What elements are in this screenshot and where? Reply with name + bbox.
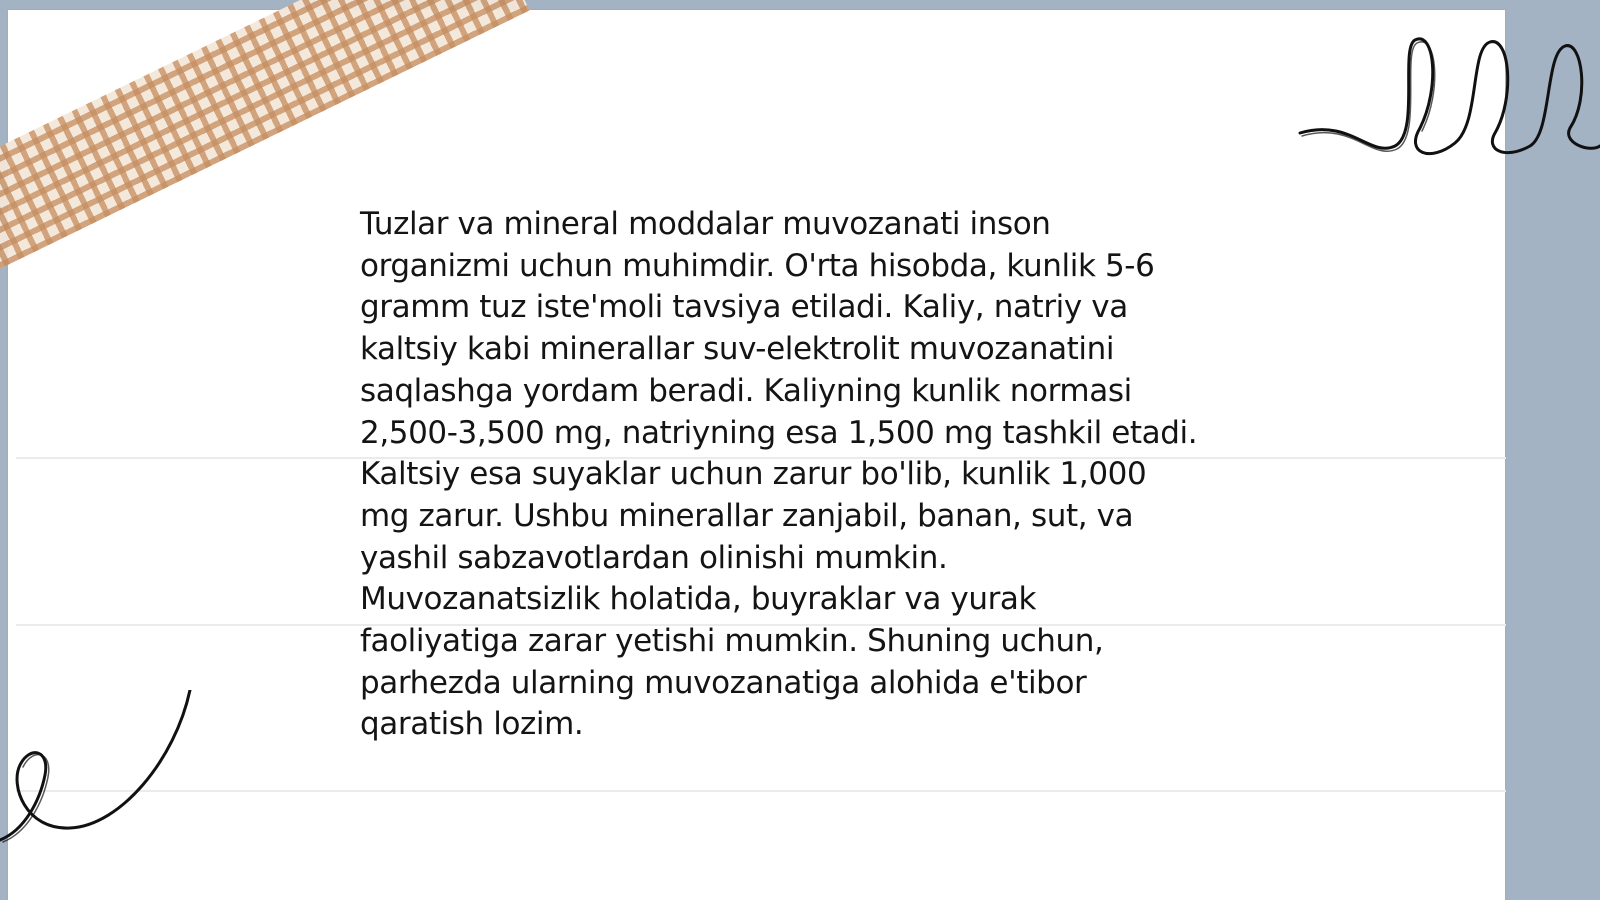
- slide-body-text: Tuzlar va mineral moddalar muvozanati inson organizmi uchun muhimdir. O'rta hisobda, kunlik 5-6 gramm tuz iste'moli tavsiya etiladi. Kaliy, natriy va kaltsiy kabi minerallar suv-elektrolit muvozanatini saqlashga yordam beradi. Kaliyning kunlik normasi 2,500-3,500 mg, natriyning esa 1,500 mg tashkil etadi. Kaltsiy esa suyaklar uchun zarur bo'lib, kunlik 1,000 mg zarur. Ushbu minerallar zanjabil, banan, sut, va yashil sabzavotlardan olinishi mumkin. Muvozanatsizlik holatida, buyraklar va yurak faoliyatiga zarar yetishi mumkin. Shuning uchun, parhezda ularning muvozanatiga alohida e'tibor qaratish lozim.: [360, 206, 1198, 743]
- curl-squiggle-icon: [0, 690, 210, 850]
- loop-squiggle-icon: [1290, 28, 1600, 168]
- ruled-line: [16, 790, 1506, 792]
